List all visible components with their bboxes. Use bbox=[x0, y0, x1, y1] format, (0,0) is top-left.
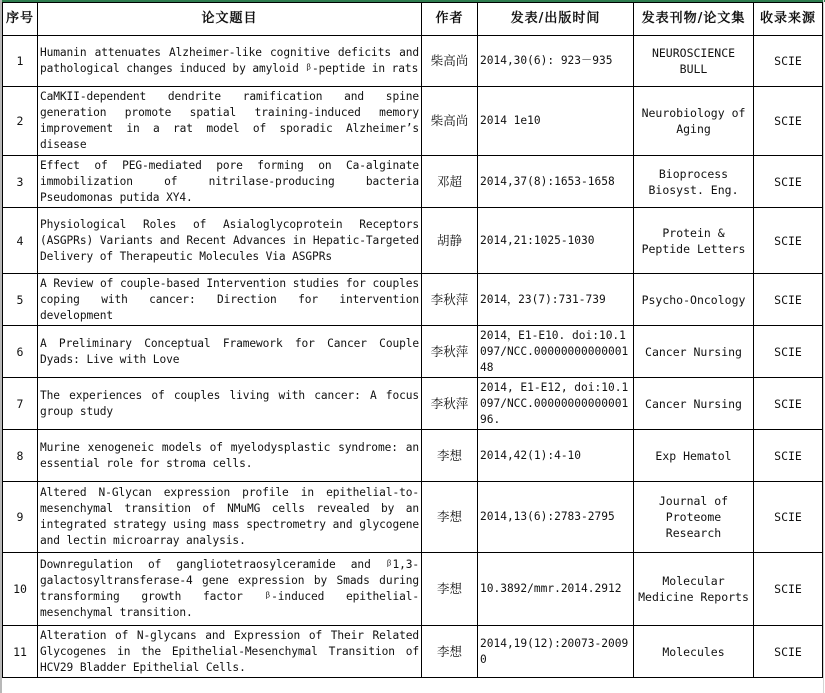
header-source[interactable]: 收录来源 bbox=[754, 3, 823, 36]
header-title[interactable]: 论文题目 bbox=[38, 3, 422, 36]
title-cell[interactable]: The experiences of couples living with cancer: A focus group study bbox=[38, 378, 422, 430]
header-row bbox=[3, 3, 823, 36]
table-row bbox=[3, 156, 823, 208]
source-cell[interactable]: SCIE bbox=[754, 626, 823, 678]
title-cell[interactable]: Alteration of N-glycans and Expression of Their Related Glycogenes in the Epithelial-Mesenchymal Transition of HCV29 Bladder Epithelial Cells. bbox=[38, 626, 422, 678]
index-cell[interactable]: 9 bbox=[3, 482, 38, 553]
journal-cell[interactable]: Exp Hematol bbox=[634, 430, 754, 482]
title-cell[interactable]: Physiological Roles of Asialoglycoprotein Receptors (ASGPRs) Variants and Recent Advances in Hepatic-Targeted Delivery of Therapeutic Molecules Via ASGPRs bbox=[38, 208, 422, 274]
source-cell[interactable]: SCIE bbox=[754, 36, 823, 87]
title-cell[interactable]: Downregulation of gangliotetraosylceramide and ᵝ1,3-galactosyltransferase-4 gene expression by Smads during transforming growth factor ᵝ-induced epithelial-mesenchymal transition. bbox=[38, 553, 422, 626]
index-cell[interactable]: 5 bbox=[3, 274, 38, 326]
title-cell[interactable]: A Preliminary Conceptual Framework for Cancer Couple Dyads: Live with Love bbox=[38, 326, 422, 378]
title-cell[interactable]: CaMKII-dependent dendrite ramification and spine generation promote spatial training-induced memory improvement in a rat model of sporadic Alzheimer’s disease bbox=[38, 87, 422, 156]
journal-cell[interactable]: Bioprocess Biosyst. Eng. bbox=[634, 156, 754, 208]
table-row bbox=[3, 36, 823, 87]
date-cell[interactable]: 2014 1e10 bbox=[478, 87, 634, 156]
table-row bbox=[3, 553, 823, 626]
header-author[interactable]: 作者 bbox=[422, 3, 478, 36]
title-cell[interactable]: Murine xenogeneic models of myelodysplastic syndrome: an essential role for stroma cells. bbox=[38, 430, 422, 482]
table-row bbox=[3, 274, 823, 326]
table-row bbox=[3, 378, 823, 430]
date-cell[interactable]: 10.3892/mmr.2014.2912 bbox=[478, 553, 634, 626]
date-cell[interactable]: 2014，23(7):731-739 bbox=[478, 274, 634, 326]
author-cell[interactable]: 邓超 bbox=[422, 156, 478, 208]
date-cell[interactable]: 2014,21:1025-1030 bbox=[478, 208, 634, 274]
title-cell[interactable]: Effect of PEG-mediated pore forming on Ca-alginate immobilization of nitrilase-producing bacteria Pseudomonas putida XY4. bbox=[38, 156, 422, 208]
table-row bbox=[3, 626, 823, 678]
title-cell[interactable]: Altered N-Glycan expression profile in epithelial-to-mesenchymal transition of NMuMG cells revealed by an integrated strategy using mass spectrometry and glycogene and lectin microarray analysis. bbox=[38, 482, 422, 553]
author-cell[interactable]: 李想 bbox=[422, 482, 478, 553]
index-cell[interactable]: 10 bbox=[3, 553, 38, 626]
journal-cell[interactable]: Neurobiology of Aging bbox=[634, 87, 754, 156]
author-cell[interactable]: 李秋萍 bbox=[422, 326, 478, 378]
index-cell[interactable]: 2 bbox=[3, 87, 38, 156]
header-journal[interactable]: 发表刊物/论文集 bbox=[634, 3, 754, 36]
source-cell[interactable]: SCIE bbox=[754, 482, 823, 553]
author-cell[interactable]: 李想 bbox=[422, 626, 478, 678]
source-cell[interactable]: SCIE bbox=[754, 378, 823, 430]
header-index[interactable]: 序号 bbox=[3, 3, 38, 36]
index-cell[interactable]: 11 bbox=[3, 626, 38, 678]
date-cell[interactable]: 2014,37(8):1653-1658 bbox=[478, 156, 634, 208]
author-cell[interactable]: 李想 bbox=[422, 430, 478, 482]
author-cell[interactable]: 李想 bbox=[422, 553, 478, 626]
index-cell[interactable]: 3 bbox=[3, 156, 38, 208]
index-cell[interactable]: 4 bbox=[3, 208, 38, 274]
date-cell[interactable]: 2014, E1-E12, doi:10.1097/NCC.0000000000000196. bbox=[478, 378, 634, 430]
date-cell[interactable]: 2014,13(6):2783-2795 bbox=[478, 482, 634, 553]
table-row bbox=[3, 482, 823, 553]
table-row bbox=[3, 430, 823, 482]
journal-cell[interactable]: Psycho-Oncology bbox=[634, 274, 754, 326]
sheet-right-gridline bbox=[823, 0, 824, 693]
author-cell[interactable]: 李秋萍 bbox=[422, 378, 478, 430]
table-row bbox=[3, 326, 823, 378]
title-cell[interactable]: A Review of couple-based Intervention studies for couples coping with cancer: Direction for intervention development bbox=[38, 274, 422, 326]
journal-cell[interactable]: Molecules bbox=[634, 626, 754, 678]
journal-cell[interactable]: Molecular Medicine Reports bbox=[634, 553, 754, 626]
table-row bbox=[3, 208, 823, 274]
journal-cell[interactable]: Cancer Nursing bbox=[634, 326, 754, 378]
author-cell[interactable]: 李秋萍 bbox=[422, 274, 478, 326]
source-cell[interactable]: SCIE bbox=[754, 274, 823, 326]
journal-cell[interactable]: Journal of Proteome Research bbox=[634, 482, 754, 553]
source-cell[interactable]: SCIE bbox=[754, 430, 823, 482]
date-cell[interactable]: 2014，E1-E10. doi:10.1097/NCC.0000000000000148 bbox=[478, 326, 634, 378]
source-cell[interactable]: SCIE bbox=[754, 553, 823, 626]
source-cell[interactable]: SCIE bbox=[754, 156, 823, 208]
source-cell[interactable]: SCIE bbox=[754, 208, 823, 274]
title-cell[interactable]: Humanin attenuates Alzheimer-like cognitive deficits and pathological changes induced by amyloid ᵝ-peptide in rats bbox=[38, 36, 422, 87]
author-cell[interactable]: 胡静 bbox=[422, 208, 478, 274]
index-cell[interactable]: 8 bbox=[3, 430, 38, 482]
index-cell[interactable]: 7 bbox=[3, 378, 38, 430]
author-cell[interactable]: 柴高尚 bbox=[422, 36, 478, 87]
journal-cell[interactable]: NEUROSCIENCE BULL bbox=[634, 36, 754, 87]
index-cell[interactable]: 6 bbox=[3, 326, 38, 378]
journal-cell[interactable]: Protein & Peptide Letters bbox=[634, 208, 754, 274]
source-cell[interactable]: SCIE bbox=[754, 87, 823, 156]
source-cell[interactable]: SCIE bbox=[754, 326, 823, 378]
date-cell[interactable]: 2014,42(1):4-10 bbox=[478, 430, 634, 482]
table-row bbox=[3, 87, 823, 156]
date-cell[interactable]: 2014,19(12):20073-20090 bbox=[478, 626, 634, 678]
index-cell[interactable]: 1 bbox=[3, 36, 38, 87]
header-date[interactable]: 发表/出版时间 bbox=[478, 3, 634, 36]
author-cell[interactable]: 柴高尚 bbox=[422, 87, 478, 156]
date-cell[interactable]: 2014,30(6): 923－935 bbox=[478, 36, 634, 87]
journal-cell[interactable]: Cancer Nursing bbox=[634, 378, 754, 430]
publications-table bbox=[2, 2, 823, 678]
